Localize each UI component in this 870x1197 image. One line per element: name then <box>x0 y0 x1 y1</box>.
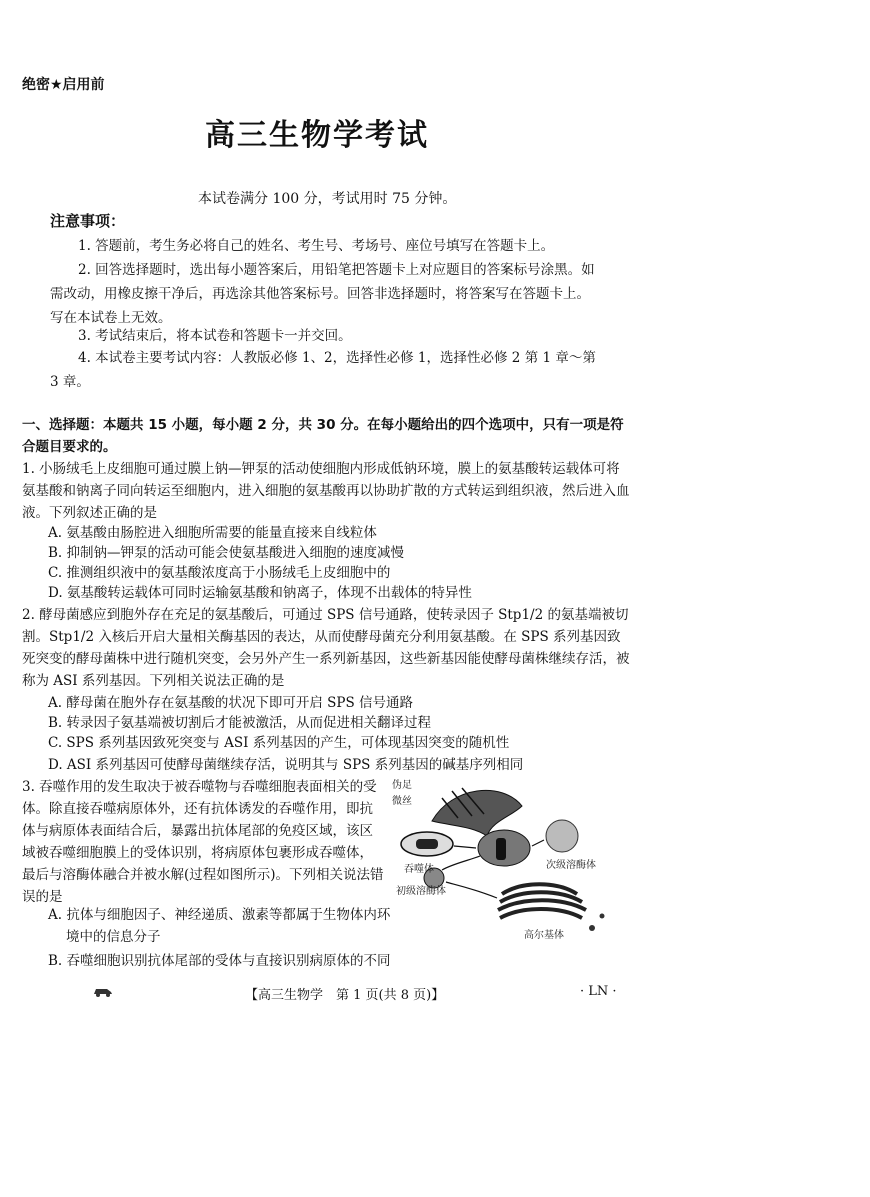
question-3-option-b: B. 吞噬细胞识别抗体尾部的受体与直接识别病原体的不同 <box>48 953 391 969</box>
question-3-stem: 3. 吞噬作用的发生取决于被吞噬物与吞噬细胞表面相关的受体。除直接吞噬病原体外，还有抗体诱发的吞噬作用，即抗体与病原体表面结合后，暴露出抗体尾部的免疫区域，该区域被吞噬细胞膜上的受体识别，将病原体包裹形成吞噬体，最后与溶酶体融合并被水解(过程如图所示)。下列相关说法错误的是 <box>22 779 384 905</box>
footer-code: · LN · <box>580 984 617 999</box>
notice-item-3: 3. 考试结束后，将本试卷和答题卡一并交回。 <box>78 328 352 344</box>
phagocytosis-figure <box>392 776 622 946</box>
notice-heading: 注意事项： <box>50 212 126 230</box>
score-line: 本试卷满分 100 分，考试用时 75 分钟。 <box>198 191 457 207</box>
label-primary-lysosome: 初级溶酶体 <box>396 886 446 897</box>
question-1-option-c: C. 推测组织液中的氨基酸浓度高于小肠绒毛上皮细胞中的 <box>48 565 391 581</box>
label-secondary-lysosome: 次级溶酶体 <box>546 860 596 871</box>
golgi-stack <box>498 884 586 918</box>
page-title: 高三生物学考试 <box>205 118 429 153</box>
label-phagosome: 吞噬体 <box>404 864 434 875</box>
notice-item-4: 4. 本试卷主要考试内容：人教版必修 1、2，选择性必修 1，选择性必修 2 第 1 章～第 3 章。 <box>50 350 596 390</box>
question-2-option-d: D. ASI 系列基因可使酵母菌继续存活，说明其与 SPS 系列基因的碱基序列相同 <box>48 757 524 773</box>
question-1-stem: 1. 小肠绒毛上皮细胞可通过膜上钠—钾泵的活动使细胞内形成低钠环境，膜上的氨基酸转运载体可将氨基酸和钠离子同向转运至细胞内，进入细胞的氨基酸再以协助扩散的方式转运到组织液，然后进入血液。下列叙述正确的是 <box>22 461 630 521</box>
pseudopod-shape <box>432 790 522 836</box>
golgi-vesicle <box>589 925 595 931</box>
question-3-option-a: A. 抗体与细胞因子、神经递质、激素等都属于生物体内环境中的信息分子 <box>48 907 391 945</box>
question-2-option-b: B. 转录因子氨基端被切割后才能被激活，从而促进相关翻译过程 <box>48 715 432 731</box>
secret-mark: 绝密★启用前 <box>22 77 105 93</box>
process-arrow <box>446 882 497 898</box>
digesting-pathogen <box>496 838 506 860</box>
footer-page-info: 【高三生物学 第 1 页(共 8 页)】 <box>245 988 445 1003</box>
section-heading: 一、选择题：本题共 15 小题，每小题 2 分，共 30 分。在每小题给出的四个选项中，只有一项是符合题目要求的。 <box>22 417 624 455</box>
car-icon <box>92 982 114 1001</box>
label-microfilament: 微丝 <box>392 796 412 807</box>
process-arrow <box>454 846 476 848</box>
process-arrow <box>532 840 544 846</box>
question-1-option-d: D. 氨基酸转运载体可同时运输氨基酸和钠离子，体现不出载体的特异性 <box>48 585 472 601</box>
notice-item-2: 2. 回答选择题时，选出每小题答案后，用铅笔把答题卡上对应题目的答案标号涂黑。如需改动，用橡皮擦干净后，再选涂其他答案标号。回答非选择题时，将答案写在答题卡上。写在本试卷上无效。 <box>50 262 595 326</box>
residual-body-shape <box>546 820 578 852</box>
question-2-stem: 2. 酵母菌感应到胞外存在充足的氨基酸后，可通过 SPS 信号通路，使转录因子 Stp1/2 的氨基端被切割。Stp1/2 入核后开启大量相关酶基因的表达，从而使酵母菌充分利用氨基酸。在 SPS 系列基因致死突变的酵母菌株中进行随机突变，会另外产生一系列新基因，这些新基因能使酵母菌株继续存活，被称为 ASI 系列基因。下列相关说法正确的是 <box>22 607 630 689</box>
question-2-option-a: A. 酵母菌在胞外存在氨基酸的状况下即可开启 SPS 信号通路 <box>48 695 413 711</box>
question-2-option-c: C. SPS 系列基因致死突变与 ASI 系列基因的产生，可体现基因突变的随机性 <box>48 735 510 751</box>
notice-item-1: 1. 答题前，考生务必将自己的姓名、考生号、考场号、座位号填写在答题卡上。 <box>78 238 555 254</box>
pathogen-in-phagosome <box>416 839 438 849</box>
label-golgi: 高尔基体 <box>524 930 564 941</box>
process-arrow <box>442 856 480 870</box>
golgi-vesicle <box>600 914 605 919</box>
question-1-option-b: B. 抑制钠—钾泵的活动可能会使氨基酸进入细胞的速度减慢 <box>48 545 405 561</box>
label-pseudopod: 伪足 <box>392 780 412 791</box>
question-1-option-a: A. 氨基酸由肠腔进入细胞所需要的能量直接来自线粒体 <box>48 525 377 541</box>
